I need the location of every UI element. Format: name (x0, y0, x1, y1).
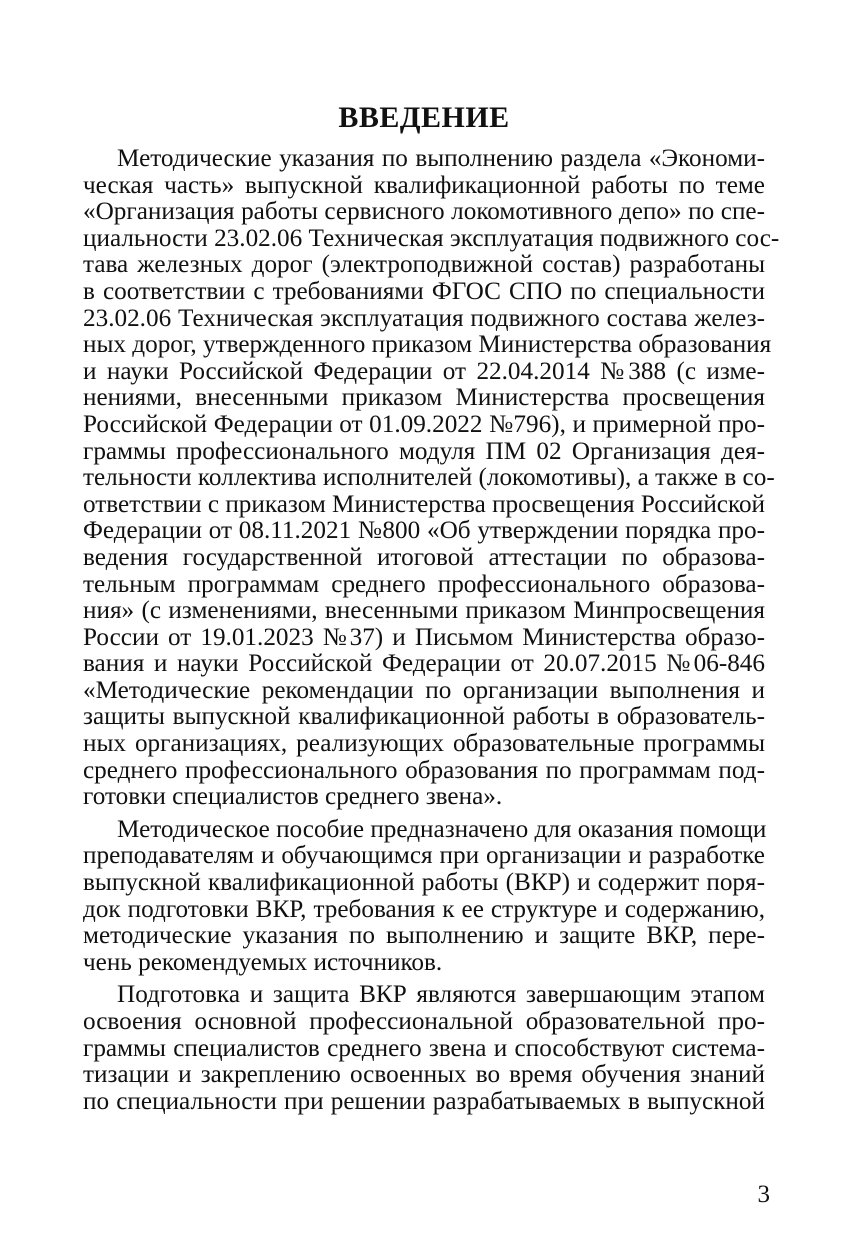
text-line: Федерации от 08.11.2021 №800 «Об утверждении порядка про- (83, 517, 765, 545)
text-line: тава железных дорог (электроподвижной состав) разработаны (83, 251, 765, 279)
text-line: чень рекомендуемых источников. (83, 948, 443, 976)
text-line: ния» (с изменениями, внесенными приказом Минпросвещения (83, 597, 765, 625)
text-line: тельным программам среднего профессионального образова- (83, 570, 765, 598)
text-line: ведения государственной итоговой аттестации по образова- (83, 543, 765, 571)
paragraph (83, 982, 765, 1115)
text-line: готовки специалистов среднего звена». (83, 783, 503, 811)
text-line: Подготовка и защита ВКР являются завершающим этапом (117, 981, 765, 1009)
text-line: методические указания по выполнению и защите ВКР, пере- (83, 922, 765, 950)
text-line: Методическое пособие предназначено для оказания помощи (117, 815, 767, 843)
text-line: ческая часть» выпускной квалификационной работы по теме (83, 171, 765, 199)
text-line: Российской Федерации от 01.09.2022 №796), и примерной про- (83, 410, 765, 438)
text-line: «Методические рекомендации по организации выполнения и (83, 676, 765, 704)
text-line: нениями, внесенными приказом Министерства просвещения (83, 384, 765, 412)
text-line: выпускной квалификационной работы (ВКР) и содержит поря- (83, 869, 765, 897)
text-line: «Организация работы сервисного локомотивного депо» по спе- (83, 198, 765, 226)
text-line: док подготовки ВКР, требования к ее структуре и содержанию, (83, 895, 765, 923)
text-line: ответствии с приказом Министерства просвещения Российской (83, 490, 766, 518)
text-line: циальности 23.02.06 Техническая эксплуатация подвижного сос- (83, 224, 780, 252)
text-line: тельности коллектива исполнителей (локомотивы), а также в со- (83, 464, 775, 492)
text-line: преподавателям и обучающимся при организации и разработке (83, 842, 765, 870)
text-line: граммы профессионального модуля ПМ 02 Организация дея- (83, 437, 765, 465)
text-line: России от 19.01.2023 №37) и Письмом Министерства образо- (83, 623, 765, 651)
text-line: в соответствии с требованиями ФГОС СПО по специальности (83, 277, 765, 305)
text-line: освоения основной профессиональной образовательной про- (83, 1008, 765, 1035)
text-line: тизации и закреплению освоенных во время обучения знаний (83, 1061, 765, 1089)
text-line: среднего профессионального образования по программам под- (83, 756, 765, 784)
paragraph (83, 817, 765, 977)
text-line: защиты выпускной квалификационной работы в образователь- (83, 703, 765, 731)
text-line: ных организациях, реализующих образовательные программы (83, 730, 765, 758)
text-line: и науки Российской Федерации от 22.04.2014 №388 (с изме- (83, 357, 765, 385)
text-line: вания и науки Российской Федерации от 20.07.2015 №06-846 (83, 650, 765, 678)
text-line: Методические указания по выполнению раздела «Экономи- (117, 145, 765, 172)
text-line: по специальности при решении разрабатываемых в выпускной (83, 1087, 765, 1115)
text-line: граммы специалистов среднего звена и способствуют система- (83, 1034, 765, 1062)
text-line: ных дорог, утвержденного приказом Министерства образования (83, 331, 772, 359)
text-line: 23.02.06 Техническая эксплуатация подвижного состава желез- (83, 304, 765, 332)
paragraph (83, 145, 780, 811)
page-title: ВВЕДЕНИЕ (338, 101, 510, 134)
page-number: 3 (757, 1181, 770, 1208)
document-body (83, 145, 780, 1115)
